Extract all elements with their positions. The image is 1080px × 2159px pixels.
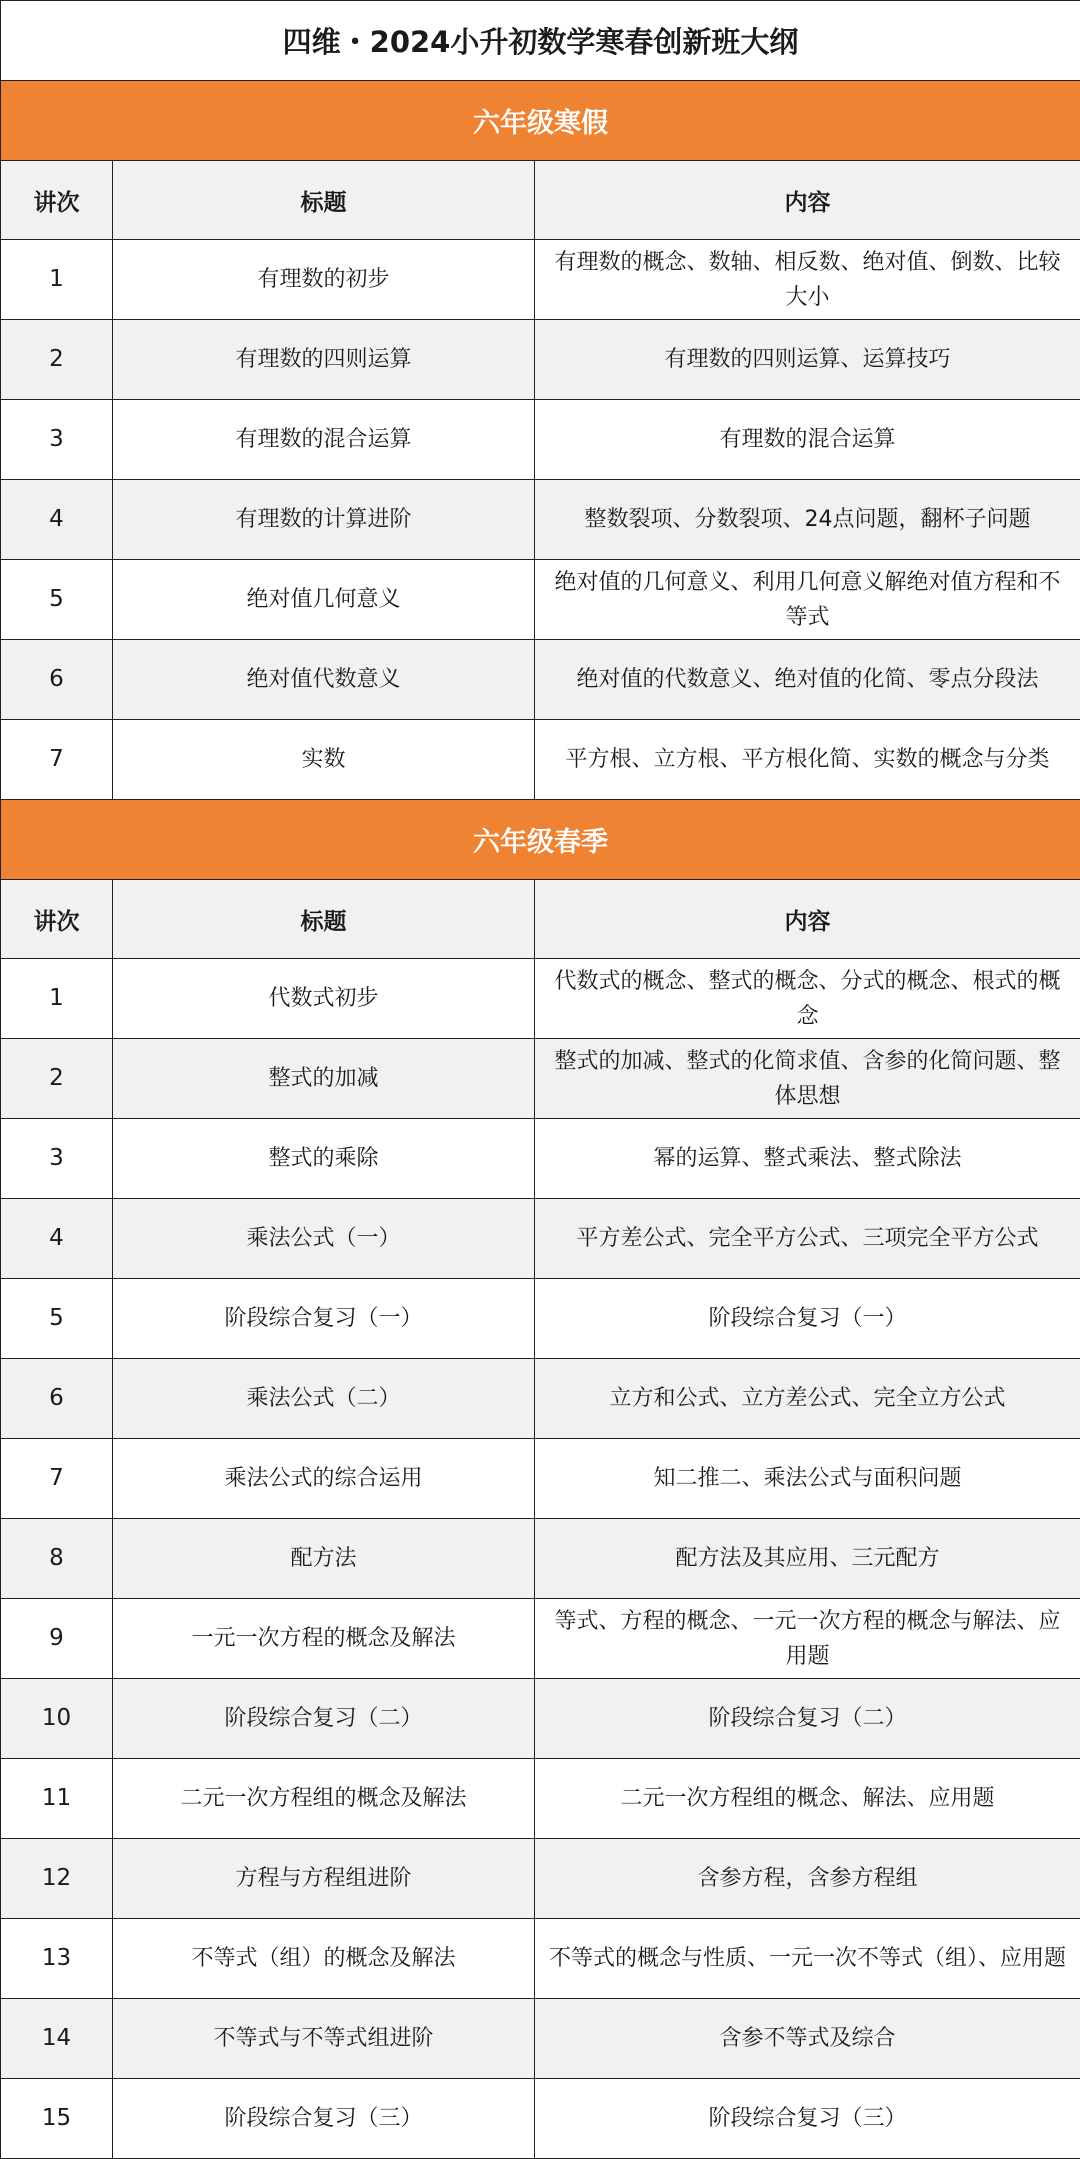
lesson-title: 方程与方程组进阶 (113, 1839, 535, 1919)
lesson-title: 二元一次方程组的概念及解法 (113, 1759, 535, 1839)
lesson-title: 代数式初步 (113, 959, 535, 1039)
table-row (1, 959, 1080, 1039)
lesson-number: 3 (1, 1119, 113, 1199)
lesson-number: 1 (1, 240, 113, 320)
term-header: 六年级寒假 (1, 81, 1080, 161)
lesson-content: 阶段综合复习（二） (535, 1679, 1080, 1759)
table-row (1, 640, 1080, 720)
lesson-title: 有理数的混合运算 (113, 400, 535, 480)
lesson-content: 有理数的四则运算、运算技巧 (535, 320, 1080, 400)
lesson-number: 2 (1, 1039, 113, 1119)
column-header-content: 内容 (535, 161, 1080, 240)
lesson-content: 立方和公式、立方差公式、完全立方公式 (535, 1359, 1080, 1439)
column-header-row (1, 880, 1080, 959)
table-row (1, 1359, 1080, 1439)
table-row (1, 1919, 1080, 1999)
lesson-number: 5 (1, 1279, 113, 1359)
term-header: 六年级春季 (1, 800, 1080, 880)
lesson-number: 14 (1, 1999, 113, 2079)
lesson-title: 有理数的计算进阶 (113, 480, 535, 560)
table-row (1, 1839, 1080, 1919)
lesson-title: 阶段综合复习（二） (113, 1679, 535, 1759)
table-row (1, 1519, 1080, 1599)
lesson-content: 幂的运算、整式乘法、整式除法 (535, 1119, 1080, 1199)
lesson-title: 配方法 (113, 1519, 535, 1599)
lesson-content: 代数式的概念、整式的概念、分式的概念、根式的概念 (535, 959, 1080, 1039)
lesson-number: 9 (1, 1599, 113, 1679)
column-header-title: 标题 (113, 161, 535, 240)
lesson-title: 不等式与不等式组进阶 (113, 1999, 535, 2079)
lesson-number: 10 (1, 1679, 113, 1759)
table-row (1, 720, 1080, 800)
lesson-number: 11 (1, 1759, 113, 1839)
lesson-title: 阶段综合复习（一） (113, 1279, 535, 1359)
lesson-number: 8 (1, 1519, 113, 1599)
lesson-title: 乘法公式（一） (113, 1199, 535, 1279)
lesson-title: 绝对值几何意义 (113, 560, 535, 640)
lesson-title: 乘法公式（二） (113, 1359, 535, 1439)
lesson-number: 4 (1, 480, 113, 560)
lesson-number: 13 (1, 1919, 113, 1999)
lesson-content: 不等式的概念与性质、一元一次不等式（组）、应用题 (535, 1919, 1080, 1999)
lesson-number: 6 (1, 640, 113, 720)
lesson-content: 阶段综合复习（一） (535, 1279, 1080, 1359)
lesson-content: 整式的加减、整式的化简求值、含参的化简问题、整体思想 (535, 1039, 1080, 1119)
table-row (1, 320, 1080, 400)
lesson-content: 等式、方程的概念、一元一次方程的概念与解法、应用题 (535, 1599, 1080, 1679)
lesson-content: 绝对值的几何意义、利用几何意义解绝对值方程和不等式 (535, 560, 1080, 640)
lesson-title: 一元一次方程的概念及解法 (113, 1599, 535, 1679)
table-row (1, 560, 1080, 640)
lesson-title: 阶段综合复习（三） (113, 2079, 535, 2159)
lesson-number: 4 (1, 1199, 113, 1279)
term-header-row (1, 800, 1080, 880)
lesson-content: 平方差公式、完全平方公式、三项完全平方公式 (535, 1199, 1080, 1279)
table-row (1, 1999, 1080, 2079)
lesson-content: 有理数的概念、数轴、相反数、绝对值、倒数、比较大小 (535, 240, 1080, 320)
lesson-content: 有理数的混合运算 (535, 400, 1080, 480)
table-row (1, 1039, 1080, 1119)
column-header-title: 标题 (113, 880, 535, 959)
table-row (1, 1599, 1080, 1679)
lesson-number: 1 (1, 959, 113, 1039)
lesson-content: 含参不等式及综合 (535, 1999, 1080, 2079)
column-header-row (1, 161, 1080, 240)
lesson-title: 乘法公式的综合运用 (113, 1439, 535, 1519)
lesson-title: 整式的乘除 (113, 1119, 535, 1199)
lesson-title: 有理数的四则运算 (113, 320, 535, 400)
lesson-title: 有理数的初步 (113, 240, 535, 320)
table-row (1, 2079, 1080, 2159)
lesson-title: 整式的加减 (113, 1039, 535, 1119)
lesson-number: 7 (1, 720, 113, 800)
lesson-content: 二元一次方程组的概念、解法、应用题 (535, 1759, 1080, 1839)
syllabus-table-body (1, 1, 1080, 2159)
column-header-lesson: 讲次 (1, 880, 113, 959)
lesson-content: 知二推二、乘法公式与面积问题 (535, 1439, 1080, 1519)
table-row (1, 1119, 1080, 1199)
column-header-lesson: 讲次 (1, 161, 113, 240)
table-row (1, 1759, 1080, 1839)
lesson-number: 7 (1, 1439, 113, 1519)
column-header-content: 内容 (535, 880, 1080, 959)
lesson-content: 阶段综合复习（三） (535, 2079, 1080, 2159)
page-title: 四维・2024小升初数学寒春创新班大纲 (1, 1, 1080, 81)
table-row (1, 1439, 1080, 1519)
lesson-title: 实数 (113, 720, 535, 800)
table-row (1, 400, 1080, 480)
lesson-number: 2 (1, 320, 113, 400)
lesson-content: 整数裂项、分数裂项、24点问题，翻杯子问题 (535, 480, 1080, 560)
lesson-number: 5 (1, 560, 113, 640)
lesson-number: 6 (1, 1359, 113, 1439)
table-row (1, 1199, 1080, 1279)
table-row (1, 240, 1080, 320)
term-header-row (1, 81, 1080, 161)
lesson-title: 不等式（组）的概念及解法 (113, 1919, 535, 1999)
lesson-content: 平方根、立方根、平方根化简、实数的概念与分类 (535, 720, 1080, 800)
lesson-content: 含参方程，含参方程组 (535, 1839, 1080, 1919)
lesson-content: 绝对值的代数意义、绝对值的化简、零点分段法 (535, 640, 1080, 720)
lesson-content: 配方法及其应用、三元配方 (535, 1519, 1080, 1599)
title-row (1, 1, 1080, 81)
lesson-number: 15 (1, 2079, 113, 2159)
lesson-number: 12 (1, 1839, 113, 1919)
lesson-title: 绝对值代数意义 (113, 640, 535, 720)
table-row (1, 1679, 1080, 1759)
lesson-number: 3 (1, 400, 113, 480)
table-row (1, 1279, 1080, 1359)
table-row (1, 480, 1080, 560)
